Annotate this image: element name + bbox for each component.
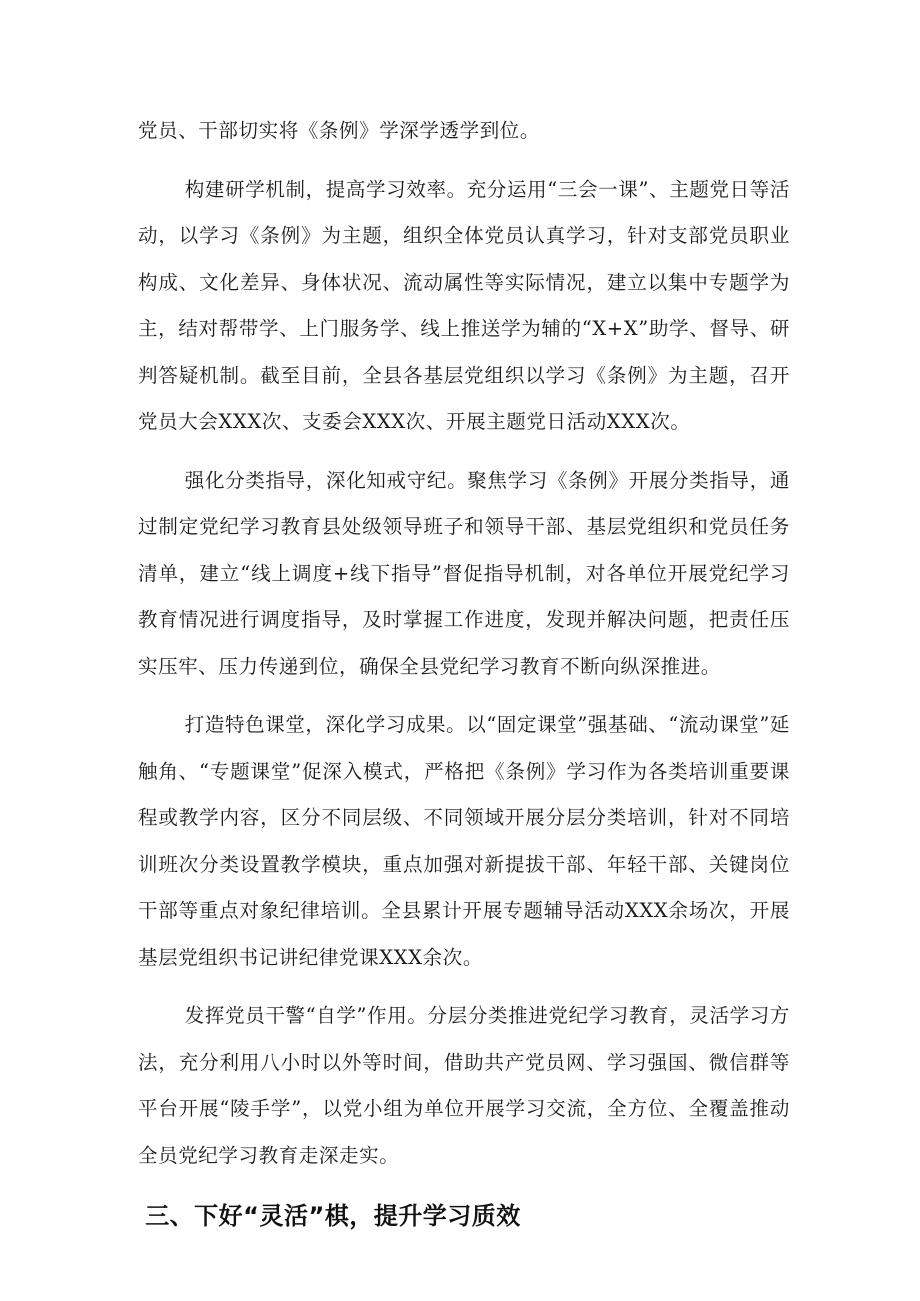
paragraph-research-mechanism: 构建研学机制，提高学习效率。充分运用“三会一课”、主题党日等活动，以学习《条例》为主题，组织全体党员认真学习，针对支部党员职业构成、文化差异、身体状况、流动属性等实际情况，建立以集中专题学为主，结对帮带学、上门服务学、线上推送学为辅的“X+X”助学、督导、研判答疑机制。截至目前，全县各基层党组织以学习《条例》为主题，召开党员大会XXX次、支委会XXX次、开展主题党日活动XXX次。 [138, 177, 790, 433]
paragraph-special-classroom: 打造特色课堂，深化学习成果。以“固定课堂”强基础、“流动课堂”延触角、“专题课堂”促深入模式，严格把《条例》学习作为各类培训重要课程或教学内容，区分不同层级、不同领域开展分层分类培训，针对不同培训班次分类设置教学模块，重点加强对新提拔干部、年轻干部、关键岗位干部等重点对象纪律培训。全县累计开展专题辅导活动XXX余场次，开展基层党组织书记讲纪律党课XXX余次。 [138, 713, 790, 969]
paragraph-classified-guidance: 强化分类指导，深化知戒守纪。聚焦学习《条例》开展分类指导，通过制定党纪学习教育县处级领导班子和领导干部、基层党组织和党员任务清单，建立“线上调度+线下指导”督促指导机制，对各单位开展党纪学习教育情况进行调度指导，及时掌握工作进度，发现并解决问题，把责任压实压牢、压力传递到位，确保全县党纪学习教育不断向纵深推进。 [138, 468, 790, 678]
document-body [138, 108, 790, 1241]
paragraph-continuation: 党员、干部切实将《条例》学深学透学到位。 [138, 119, 541, 142]
section-heading: 三、下好“灵活”棋，提升学习质效 [145, 1202, 521, 1230]
paragraph-self-study: 发挥党员干警“自学”作用。分层分类推进党纪学习教育，灵活学习方法，充分利用八小时以外等时间，借助共产党员网、学习强国、微信群等平台开展“陵手学”，以党小组为单位开展学习交流，全方位、全覆盖推动全员党纪学习教育走深走实。 [138, 1004, 790, 1167]
